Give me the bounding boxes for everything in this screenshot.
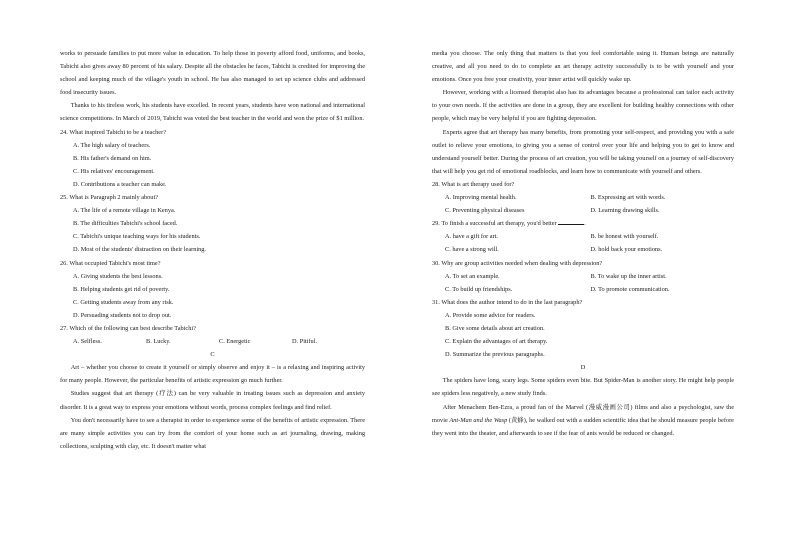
passage-c-paragraph: However, working with a licensed therapist also has its advantages because a professional can tailor each activity to your own needs. If the activities are done in a group, they are excellent for building healthy connections with other people, which may be very helpful if you are fighting depression. [432,89,734,123]
question-30-option: C. To build up friendships. [445,285,513,293]
question-26-option: C. Getting students away from any risk. [73,298,174,306]
question-31-option: A. Provide some advice for readers. [445,311,536,319]
passage-d-text: , he walked out with a sudden scientific idea that he should measure people before they went into the theater, and afterwards to see if the fear of ants would be reduced or changed. [432,416,734,437]
question-27-option: B. Lucky. [146,338,171,346]
question-30: 30. Why are group activities needed when dealing with depression? [432,259,603,267]
question-28-options [432,204,734,217]
question-27-option: A. Selfless. [73,338,102,346]
section-heading-c: C [210,351,215,359]
question-28-option: D. Learning drawing skills. [590,207,660,215]
question-31: 31. What does the author intend to do in the last paragraph? [432,298,583,306]
question-25-option: C. Tabichi's unique teaching ways for his students. [73,233,201,241]
question-26-option: A. Giving students the best lessons. [73,272,163,280]
question-26: 26. What occupied Tabichi's most time? [60,259,161,267]
question-29-stem: 29. To finish a successful art therapy, you'd better [432,220,557,228]
question-24-option: C. His relatives' encouragement. [73,167,155,175]
question-25-option: A. The life of a remote village in Kenya. [73,207,176,215]
question-30-option: B. To wake up the inner artist. [590,272,667,280]
question-27-options [60,335,365,348]
question-26-option: D. Persuading students not to drop out. [73,311,172,319]
question-29-option: C. have a strong will. [445,246,499,254]
passage-c-paragraph: Experts agree that art therapy has many benefits, from promoting your self-respect, and providing you with a safe outlet to relieve your emotions, to giving you a sense of control over your life and helping you to get to know and understand yourself better. During the process of art creation, you will be taking yourself on a journey of self-discovery that will help you get rid of emotional roadblocks, and learn how to communicate with yourself and others. [432,128,734,175]
question-29-option: B. be honest with yourself. [590,233,659,241]
question-30-option: A. To set an example. [445,272,500,280]
passage-d-paragraph [432,401,734,440]
passage-c-paragraph: You don't necessarily have to see a therapist in order to experience some of the benefits of artistic expression. There are many simple activities you can try from the comfort of your home such as art journaling, drawing, making collections, sculpting with clay, etc. It doesn't matter what [60,416,365,450]
passage-b-paragraph: works to persuade families to put more value in education. To help those in poverty afford food, uniforms, and books, Tabichi also gives away 80 percent of his salary. Despite all the obstacles he faces, Tabichi is credited for improving the school and keeping much of the village's youth in school. He has also managed to set up science clubs and addressed food insecurity issues. [60,50,365,97]
question-31-option: D. Summarize the previous paragraphs. [445,351,545,359]
passage-c-paragraph: Art – whether you choose to create it yourself or simply observe and enjoy it – is a relaxing and inspiring activity for many people. However, the particular benefits of artistic expression go much further. [60,364,365,385]
left-column [60,47,365,453]
question-28-option: C. Preventing physical diseases [445,207,525,215]
right-column [432,47,734,440]
passage-c-paragraph: media you choose. The only thing that matters is that you feel comfortable using it. Human beings are naturally creative, and all you need to do to complete an art therapy activity successfully is to be with yourself and your emotions. Once you free your creativity, your inner artist will quickly wake up. [432,50,734,84]
movie-title: Ant-Man and the Wasp [449,416,508,424]
passage-c-paragraph: Studies suggest that art therapy (疗法) can be very valuable in treating issues such as depression and anxiety disorder. It is a great way to express your emotions without words, process complex feelings and find relief. [60,390,365,411]
question-28-options [432,191,734,204]
question-27-option: D. Pitiful. [292,338,318,346]
question-28: 28. What is art therapy used for? [432,180,515,188]
question-26-option: B. Helping students get rid of poverty. [73,285,170,293]
question-28-option: A. Improving mental health. [445,194,517,202]
question-29 [432,217,734,230]
question-29-stem-end: . [584,220,586,228]
question-28-option: B. Expressing art with words. [590,194,666,202]
question-25-option: B. The difficulties Tabichi's school faced. [73,220,178,228]
passage-d-text: After Menachem Ben-Ezra, a proud fan of the Marvel (漫威漫画公司) films and also a psychologist, saw the movie [432,403,734,424]
chinese-gloss: (黄蜂) [507,416,526,424]
question-29-option: D. hold back your emotions. [590,246,663,254]
question-24-option: B. His father's demand on him. [73,154,152,162]
question-30-option: D. To promote communication. [590,285,670,293]
question-31-option: B. Give some details about art creation. [445,324,545,332]
question-24: 24. What inspired Tabichi to be a teacher? [60,128,166,136]
answer-blank [558,218,586,228]
question-29-options [432,243,734,256]
question-24-option: D. Contributions a teacher can make. [73,180,167,188]
passage-d-paragraph: The spiders have long, scary legs. Some spiders even bite. But Spider-Man is another story. He might help people see spiders less negatively, a new study finds. [432,377,734,398]
question-29-options [432,230,734,243]
question-30-options [432,270,734,283]
question-27-option: C. Energetic [219,338,251,346]
question-25-option: D. Most of the students' distraction on their learning. [73,246,206,254]
question-25: 25. What is Paragraph 2 mainly about? [60,194,158,202]
question-30-options [432,283,734,296]
question-29-option: A. have a gift for art. [445,233,498,241]
passage-b-paragraph: Thanks to his tireless work, his students have excelled. In recent years, students have won national and international science competitions. In March of 2019, Tabichi was voted the best teacher in the world and won the prize of $1 million. [60,102,365,123]
question-31-option: C. Explain the advantages of art therapy. [445,338,548,346]
question-24-option: A. The high salary of teachers. [73,141,151,149]
section-heading-d: D [580,364,586,372]
question-27: 27. Which of the following can best describe Tabichi? [60,324,196,332]
